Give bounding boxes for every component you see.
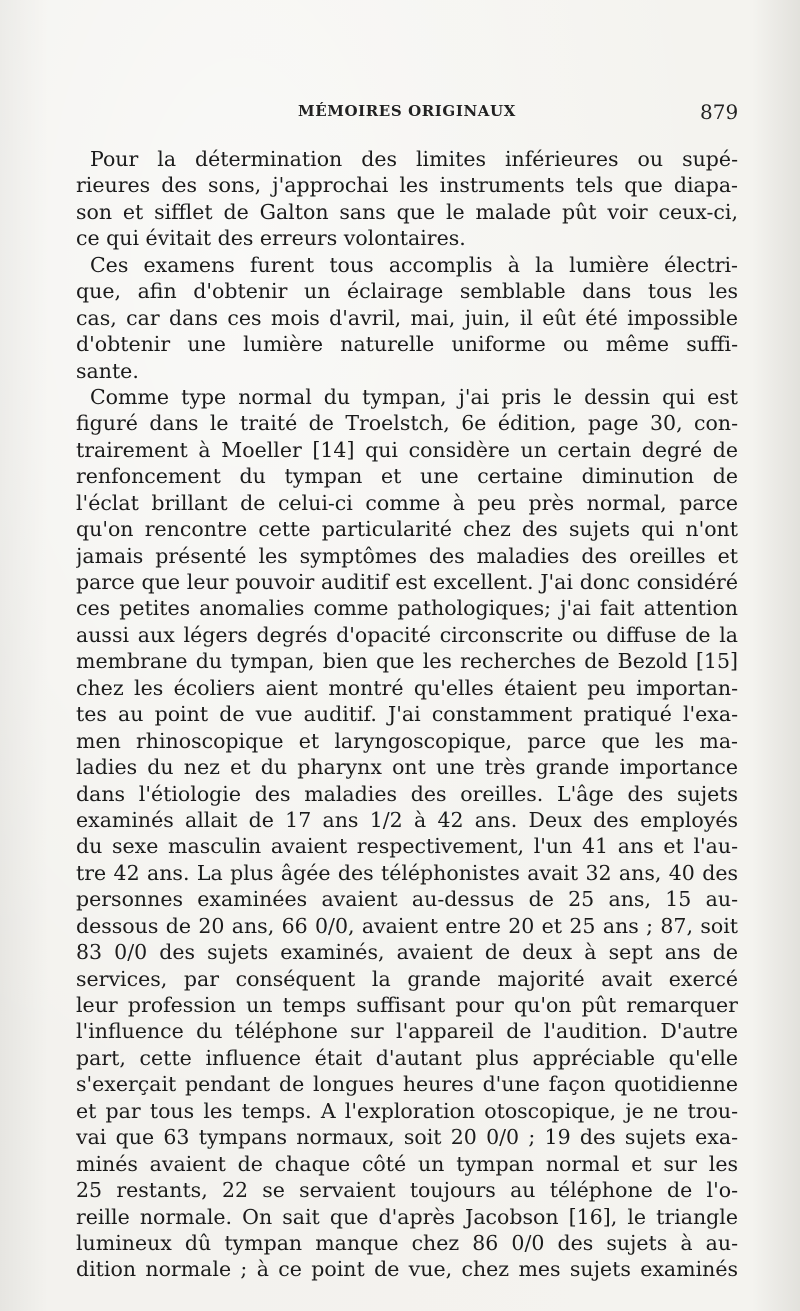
text-line: minés avaient de chaque côté un tympan normal et sur les	[76, 1151, 738, 1176]
text-line: Pour la détermination des limites inférieures ou supé-	[90, 147, 738, 171]
text-line: aussi aux légers degrés d'opacité circonscrite ou diffuse de la	[76, 622, 738, 647]
text-line: chez les écoliers aient montré qu'elles étaient peu importan-	[76, 675, 738, 700]
text-line: personnes examinées avaient au-dessus de 25 ans, 15 au-	[76, 887, 738, 912]
text-line: figuré dans le traité de Troelstch, 6e édition, page 30, con-	[76, 411, 738, 436]
text-line: Ces examens furent tous accomplis à la lumière électri-	[90, 252, 738, 277]
text-line: l'influence du téléphone sur l'appareil de l'audition. D'autre	[76, 1019, 738, 1044]
text-line: ces petites anomalies comme pathologiques; j'ai fait attention	[76, 596, 738, 621]
text-line: sante.	[76, 358, 139, 383]
text-line: tes au point de vue auditif. J'ai constamment pratiqué l'exa-	[76, 702, 738, 727]
text-line: parce que leur pouvoir auditif est excellent. J'ai donc considéré	[76, 570, 738, 594]
text-line: son et sifflet de Galton sans que le malade pût voir ceux-ci,	[76, 199, 738, 224]
text-line: trairement à Moeller [14] qui considère un certain degré de	[76, 437, 738, 462]
page-header	[0, 100, 800, 128]
text-line: part, cette influence était d'autant plus appréciable qu'elle	[76, 1045, 738, 1070]
text-line: l'éclat brillant de celui-ci comme à peu près normal, parce	[76, 490, 738, 515]
text-line: tre 42 ans. La plus âgée des téléphonistes avait 32 ans, 40 des	[76, 860, 738, 885]
text-line: cas, car dans ces mois d'avril, mai, juin, il eût été impossible	[76, 305, 738, 330]
text-line: du sexe masculin avaient respectivement, l'un 41 ans et l'au-	[76, 834, 738, 859]
running-title: MÉMOIRES ORIGINAUX	[298, 102, 516, 120]
text-line: s'exerçait pendant de longues heures d'une façon quotidienne	[76, 1072, 738, 1097]
text-line: leur profession un temps suffisant pour qu'on pût remarquer	[76, 993, 738, 1017]
body-text	[76, 146, 738, 1283]
text-line: dessous de 20 ans, 66 0/0, avaient entre 20 et 25 ans ; 87, soit	[76, 913, 738, 938]
text-line: Comme type normal du tympan, j'ai pris le dessin qui est	[90, 384, 738, 409]
text-line: ladies du nez et du pharynx ont une très grande importance	[76, 755, 738, 780]
text-line: renfoncement du tympan et une certaine diminution de	[76, 464, 738, 489]
text-line: reille normale. On sait que d'après Jacobson [16], le triangle	[76, 1204, 738, 1229]
text-line: que, afin d'obtenir un éclairage semblable dans tous les	[76, 279, 738, 304]
text-line: 83 0/0 des sujets examinés, avaient de deux à sept ans de	[76, 940, 738, 965]
text-line: ce qui évitait des erreurs volontaires.	[76, 226, 466, 251]
text-line: dans l'étiologie des maladies des oreilles. L'âge des sujets	[76, 781, 738, 806]
text-line: jamais présenté les symptômes des maladies des oreilles et	[76, 543, 738, 568]
text-line: lumineux dû tympan manque chez 86 0/0 des sujets à au-	[76, 1230, 738, 1255]
text-line: qu'on rencontre cette particularité chez des sujets qui n'ont	[76, 517, 738, 542]
text-line: examinés allait de 17 ans 1/2 à 42 ans. Deux des employés	[76, 807, 738, 832]
text-line: vai que 63 tympans normaux, soit 20 0/0 ; 19 des sujets exa-	[76, 1125, 738, 1150]
text-line: services, par conséquent la grande majorité avait exercé	[76, 966, 738, 991]
text-line: dition normale ; à ce point de vue, chez mes sujets examinés	[76, 1257, 738, 1282]
text-line: rieures des sons, j'approchai les instruments tels que diapa-	[76, 173, 738, 198]
page-number: 879	[700, 100, 739, 124]
text-line: men rhinoscopique et laryngoscopique, parce que les ma-	[76, 728, 738, 753]
text-line: et par tous les temps. A l'exploration otoscopique, je ne trou-	[76, 1098, 738, 1123]
text-line: d'obtenir une lumière naturelle uniforme ou même suffi-	[76, 332, 738, 357]
text-line: 25 restants, 22 se servaient toujours au téléphone de l'o-	[76, 1178, 738, 1203]
text-line: membrane du tympan, bien que les recherches de Bezold [15]	[76, 649, 738, 674]
